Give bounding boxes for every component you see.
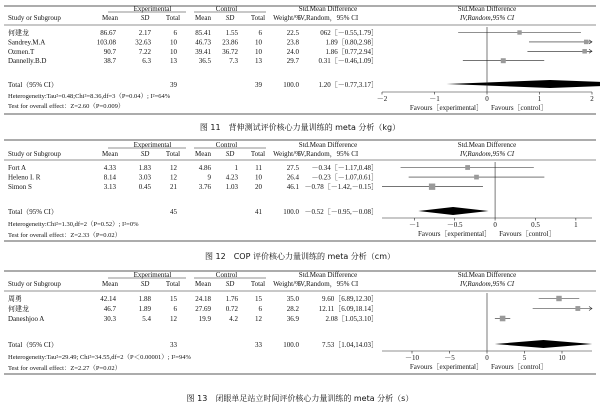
- x-tick-label: －0.5: [446, 221, 463, 229]
- x-tick-label: 0: [485, 354, 489, 362]
- cell-weight: 36.9: [286, 315, 299, 323]
- total-diamond: [495, 340, 592, 348]
- cell-total-control: 10: [255, 38, 262, 47]
- cell-mean-experimental: 42.14: [100, 295, 116, 303]
- cell-mean-control: 9: [207, 173, 211, 182]
- study-name: Ozmen.T: [8, 47, 35, 56]
- header-plot-sub: IV,Random,95% CI: [459, 14, 515, 22]
- heterogeneity-text: Heterogeneity:Tau²=29.49; Chi²=34.55,df=2（P＜0.00001）; I²=94%: [8, 354, 191, 361]
- effect-square: [429, 184, 435, 190]
- cell-total-experimental: 12: [170, 173, 177, 182]
- cell-mean-control: 39.41: [195, 47, 211, 56]
- cell-total-experimental: 13: [170, 57, 177, 66]
- cell-mean-control: 19.9: [198, 315, 211, 323]
- study-name: Fort A: [8, 164, 27, 172]
- cell-total-experimental: 12: [170, 164, 177, 172]
- header-control: Control: [215, 141, 238, 149]
- header-effect-sub: IV,Random，95% CI: [297, 280, 359, 288]
- cell-sd-control: 4.2: [229, 315, 238, 323]
- total-control: 39: [255, 81, 262, 89]
- cell-total-control: 20: [255, 183, 262, 192]
- overall-effect-text: Test for overall effect：Z=2.33（P=0.02）: [8, 232, 122, 239]
- header-total-experimental: Total: [165, 280, 181, 288]
- header-plot-title: Std.Mean Difference: [457, 5, 517, 13]
- cell-ci: 1.89［0.80,2.98］: [325, 38, 378, 47]
- header-weight: Weight/%: [273, 14, 301, 22]
- cell-mean-control: 27.69: [195, 305, 211, 313]
- cell-mean-control: 3.76: [198, 183, 211, 192]
- header-control: Control: [215, 5, 238, 13]
- cell-mean-control: 24.18: [195, 295, 211, 303]
- favours-control-label: Favours［control］: [499, 230, 556, 238]
- favours-control-label: Favours［control］: [491, 104, 548, 112]
- header-mean-experimental: Mean: [102, 280, 118, 288]
- header-control: Control: [215, 271, 238, 279]
- header-experimental: Experimental: [133, 5, 172, 13]
- favours-control-label: Favours［control］: [491, 363, 548, 371]
- header-total-control: Total: [250, 14, 266, 22]
- cell-sd-experimental: 3.03: [138, 173, 151, 182]
- favours-experimental-label: Favours［experimental］: [409, 104, 483, 112]
- total-control: 41: [255, 208, 262, 216]
- study-name: 何建龙: [8, 305, 29, 313]
- forest-panel-11: [4, 5, 600, 132]
- header-total-control: Total: [250, 150, 266, 158]
- x-tick-label: －5: [444, 354, 455, 362]
- cell-ci: 062［－0.55,1.79］: [320, 29, 378, 37]
- total-weight: 100.0: [283, 208, 299, 216]
- effect-square: [517, 30, 521, 34]
- x-tick-label: 1: [537, 95, 542, 103]
- cell-total-control: 10: [255, 173, 262, 182]
- cell-sd-experimental: 1.88: [138, 295, 151, 303]
- total-control: 33: [255, 341, 262, 349]
- x-tick-label: －10: [405, 354, 419, 362]
- effect-square: [556, 296, 561, 301]
- total-label: Total（95% CI）: [8, 341, 58, 349]
- header-sd-experimental: SD: [140, 150, 150, 158]
- effect-square: [501, 58, 506, 63]
- header-total-control: Total: [250, 280, 266, 288]
- cell-total-experimental: 6: [173, 29, 177, 37]
- cell-ci: 0.31［－0.46,1.09］: [318, 57, 378, 66]
- study-name: Heleno I. R: [8, 173, 41, 182]
- total-ci: 7.53［1.04,14.03］: [322, 341, 378, 349]
- cell-total-control: 11: [255, 164, 262, 172]
- favours-experimental-label: Favours［experimental］: [417, 230, 492, 238]
- header-mean-experimental: Mean: [102, 14, 118, 22]
- header-sd-experimental: SD: [140, 280, 150, 288]
- total-experimental: 45: [170, 208, 177, 216]
- cell-sd-experimental: 32.63: [135, 38, 151, 47]
- header-weight: Weight/%: [273, 150, 301, 158]
- cell-sd-control: 36.72: [222, 47, 238, 56]
- header-plot-sub: IV,Random,95% CI: [459, 150, 515, 158]
- cell-sd-experimental: 1.83: [138, 164, 151, 172]
- cell-total-experimental: 10: [170, 47, 177, 56]
- x-tick-label: 1: [574, 221, 578, 229]
- cell-mean-experimental: 8.14: [103, 173, 116, 182]
- cell-total-control: 6: [258, 305, 262, 313]
- header-effect-title: Std.Mean Difference: [298, 5, 358, 13]
- effect-square: [500, 316, 506, 322]
- cell-ci: －0.34［－1.17,0.48］: [311, 164, 378, 172]
- study-name: Sandrey.M.A: [8, 38, 46, 47]
- cell-weight: 35.0: [286, 295, 299, 303]
- effect-square: [465, 165, 470, 170]
- total-weight: 100.0: [283, 81, 299, 89]
- figure-caption: 图 11 背伸测试评价核心力量训练的 meta 分析（kg）: [199, 123, 401, 132]
- study-name: Dannelly.B.D: [8, 57, 47, 66]
- header-effect-sub: IV,Random，95% CI: [297, 14, 359, 22]
- favours-experimental-label: Favours［experimental］: [409, 363, 483, 371]
- cell-total-experimental: 10: [170, 38, 177, 47]
- cell-sd-control: 1: [234, 164, 238, 172]
- cell-total-experimental: 21: [170, 183, 177, 192]
- x-tick-label: 5: [522, 354, 527, 362]
- cell-weight: 24.0: [286, 47, 299, 56]
- effect-square: [582, 49, 587, 54]
- cell-total-control: 6: [258, 29, 262, 37]
- header-experimental: Experimental: [133, 271, 172, 279]
- header-plot-title: Std.Mean Difference: [457, 141, 517, 149]
- x-tick-label: 10: [558, 354, 566, 362]
- header-effect-title: Std.Mean Difference: [298, 141, 358, 149]
- cell-mean-experimental: 3.13: [103, 183, 116, 192]
- cell-total-control: 10: [255, 47, 262, 56]
- total-ci: 1.20［－0.77,3.17］: [318, 81, 378, 89]
- x-tick-label: －1: [429, 95, 440, 103]
- header-total-experimental: Total: [165, 150, 181, 158]
- cell-ci: 2.08［1.05,3.10］: [325, 315, 378, 323]
- cell-mean-experimental: 30.3: [103, 315, 116, 323]
- header-plot-title: Std.Mean Difference: [457, 271, 517, 279]
- cell-mean-control: 46.73: [195, 38, 211, 47]
- cell-weight: 29.7: [286, 57, 299, 66]
- header-mean-control: Mean: [195, 14, 211, 22]
- cell-weight: 27.5: [286, 164, 299, 172]
- total-diamond: [447, 80, 600, 88]
- overall-effect-text: Test for overall effect：Z=2.60（P=0.009）: [8, 103, 125, 110]
- cell-sd-experimental: 0.45: [138, 183, 151, 192]
- header-study: Study or Subgroup: [8, 280, 61, 288]
- effect-square: [474, 175, 479, 180]
- overall-effect-text: Test for overall effect：Z=2.27（P=0.02）: [8, 365, 122, 372]
- cell-mean-control: 4.86: [198, 164, 211, 172]
- cell-mean-experimental: 86.67: [100, 29, 116, 37]
- cell-sd-control: 4.23: [225, 173, 238, 182]
- cell-weight: 23.8: [286, 38, 299, 47]
- study-name: Simon S: [8, 183, 32, 192]
- cell-mean-control: 85.41: [195, 29, 211, 37]
- total-weight: 100.0: [283, 341, 299, 349]
- header-mean-experimental: Mean: [102, 150, 118, 158]
- cell-sd-control: 1.76: [225, 295, 238, 303]
- header-weight: Weight/%: [273, 280, 301, 288]
- cell-sd-experimental: 6.3: [142, 57, 151, 66]
- header-effect-title: Std.Mean Difference: [298, 271, 358, 279]
- cell-ci: －0.23［－1.07,0.61］: [311, 173, 378, 182]
- header-study: Study or Subgroup: [8, 14, 61, 22]
- total-diamond: [418, 207, 488, 215]
- total-label: Total（95% CI）: [8, 81, 58, 89]
- header-sd-experimental: SD: [140, 14, 150, 22]
- cell-ci: 12.11［6.09,18.14］: [318, 305, 378, 313]
- cell-weight: 26.4: [286, 173, 299, 182]
- header-effect-sub: IV,Random，95% CI: [297, 150, 359, 158]
- figure-caption: 图 12 COP 评价核心力量训练的 meta 分析（cm）: [204, 252, 396, 261]
- cell-weight: 46.1: [286, 183, 299, 192]
- cell-mean-experimental: 103.08: [96, 38, 116, 47]
- header-experimental: Experimental: [133, 141, 172, 149]
- forest-panel-13: [4, 271, 596, 403]
- header-plot-sub: IV,Random,95% CI: [459, 280, 515, 288]
- cell-sd-experimental: 2.17: [138, 29, 151, 37]
- heterogeneity-text: Heterogeneity:Chi²=1.30,df=2（P=0.52）; I²=0%: [8, 221, 139, 228]
- x-tick-label: 2: [590, 95, 594, 103]
- x-tick-label: 0: [493, 221, 497, 229]
- cell-sd-experimental: 1.89: [138, 305, 151, 313]
- study-name: 周勇: [8, 295, 22, 303]
- cell-total-control: 15: [255, 295, 262, 303]
- total-label: Total（95% CI）: [8, 208, 58, 216]
- cell-sd-control: 1.55: [225, 29, 238, 37]
- cell-mean-experimental: 38.7: [103, 57, 116, 66]
- study-name: Daneshjoo A: [8, 315, 45, 323]
- header-mean-control: Mean: [195, 150, 211, 158]
- total-ci: －0.52［－0.95,－0.08］: [304, 208, 378, 216]
- x-tick-label: －1: [409, 221, 420, 229]
- header-sd-control: SD: [225, 14, 235, 22]
- x-tick-label: 0: [485, 95, 489, 103]
- header-sd-control: SD: [225, 280, 235, 288]
- heterogeneity-text: Heterogeneity:Tau²=0.48;Chi²=8.36,df=3（P=0.04）; I²=64%: [8, 93, 171, 100]
- cell-ci: 1.86［0.77,2.94］: [325, 47, 378, 56]
- cell-total-experimental: 15: [170, 295, 177, 303]
- cell-sd-control: 0.72: [225, 305, 238, 313]
- cell-ci: －0.78［－1.42,－0.15］: [304, 183, 378, 192]
- forest-panel-12: [4, 140, 596, 261]
- effect-square: [584, 40, 588, 44]
- cell-sd-experimental: 7.22: [138, 47, 151, 56]
- study-name: 何建龙: [8, 29, 29, 37]
- cell-total-experimental: 12: [170, 315, 177, 323]
- cell-weight: 28.2: [286, 305, 299, 313]
- cell-weight: 22.5: [286, 29, 299, 37]
- cell-sd-experimental: 5.4: [142, 315, 151, 323]
- cell-ci: 9.60［6.89,12.30］: [322, 295, 378, 303]
- cell-sd-control: 1.03: [225, 183, 238, 192]
- header-total-experimental: Total: [165, 14, 181, 22]
- header-study: Study or Subgroup: [8, 150, 61, 158]
- total-experimental: 39: [170, 81, 177, 89]
- header-mean-control: Mean: [195, 280, 211, 288]
- effect-square: [575, 306, 580, 311]
- x-tick-label: －2: [376, 95, 388, 103]
- cell-sd-control: 7.3: [229, 57, 238, 66]
- cell-total-control: 12: [255, 315, 262, 323]
- cell-sd-control: 23.86: [222, 38, 238, 47]
- cell-mean-experimental: 4.33: [103, 164, 116, 172]
- x-tick-label: 0.5: [531, 221, 540, 229]
- total-experimental: 33: [170, 341, 177, 349]
- cell-mean-control: 36.5: [198, 57, 211, 66]
- figure-caption: 图 13 闭眼单足站立时间评价核心力量训练的 meta 分析（s）: [186, 394, 414, 403]
- cell-mean-experimental: 90.7: [103, 47, 116, 56]
- cell-total-control: 13: [255, 57, 262, 66]
- cell-total-experimental: 6: [173, 305, 177, 313]
- header-sd-control: SD: [225, 150, 235, 158]
- cell-mean-experimental: 46.7: [103, 305, 116, 313]
